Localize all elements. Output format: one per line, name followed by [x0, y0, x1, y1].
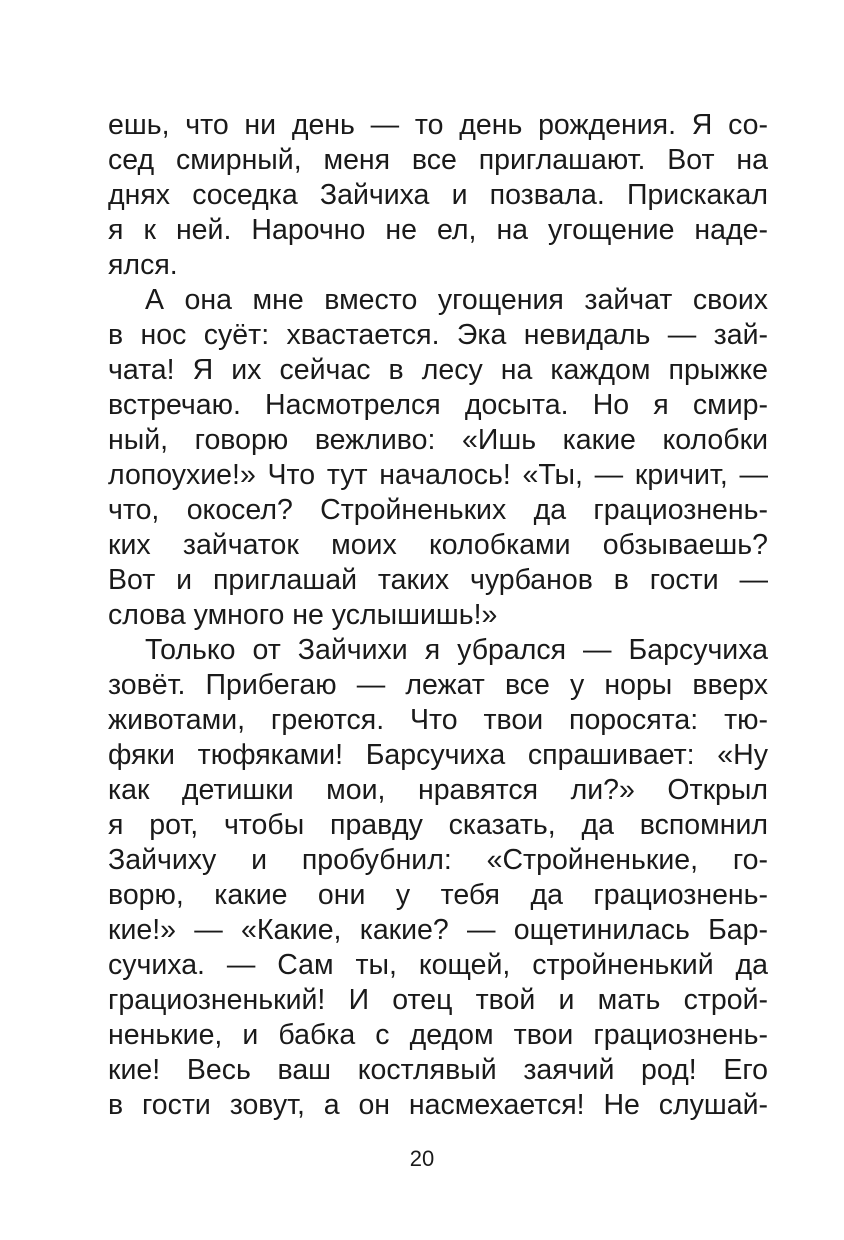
text-line: встречаю. Насмотрелся досыта. Но я смир-	[108, 389, 768, 421]
text-line: в гости зовут, а он насмехается! Не слушай-	[108, 1089, 768, 1121]
text-line: фяки тюфяками! Барсучиха спрашивает: «Ну	[108, 739, 768, 771]
text-line: ворю, какие они у тебя да грациознень-	[108, 879, 768, 911]
text-line: в нос суёт: хвастается. Эка невидаль — зай-	[108, 319, 768, 351]
text-line: ких зайчаток моих колобками обзываешь?	[108, 529, 768, 561]
text-line: сучиха. — Сам ты, кощей, стройненький да	[108, 949, 768, 981]
text-line: я к ней. Нарочно не ел, на угощение наде-	[108, 214, 768, 246]
text-line: днях соседка Зайчиха и позвала. Прискакал	[108, 179, 768, 211]
text-line: ный, говорю вежливо: «Ишь какие колобки	[108, 424, 768, 456]
paragraph-first-line: А она мне вместо угощения зайчат своих	[145, 284, 768, 316]
text-line: как детишки мои, нравятся ли?» Открыл	[108, 774, 768, 806]
paragraph-first-line: Только от Зайчихи я убрался — Барсучиха	[145, 634, 768, 666]
text-line: что, окосел? Стройненьких да грациознень-	[108, 494, 768, 526]
text-line: Зайчиху и пробубнил: «Стройненькие, го-	[108, 844, 768, 876]
text-line: ялся.	[108, 249, 178, 281]
text-line: кие! Весь ваш костлявый заячий род! Его	[108, 1054, 768, 1086]
text-line: Вот и приглашай таких чурбанов в гости —	[108, 564, 768, 596]
text-line: ненькие, и бабка с дедом твои грациознень-	[108, 1019, 768, 1051]
text-line: животами, греются. Что твои поросята: тю-	[108, 704, 768, 736]
text-line: чата! Я их сейчас в лесу на каждом прыжке	[108, 354, 768, 386]
text-line: лопоухие!» Что тут началось! «Ты, — кричит, —	[108, 459, 768, 491]
text-line: грациозненький! И отец твой и мать строй-	[108, 984, 768, 1016]
text-line: я рот, чтобы правду сказать, да вспомнил	[108, 809, 768, 841]
text-line: слова умного не услышишь!»	[108, 599, 498, 631]
text-line: сед смирный, меня все приглашают. Вот на	[108, 144, 768, 176]
page-number: 20	[409, 1146, 435, 1171]
text-line: кие!» — «Какие, какие? — ощетинилась Бар-	[108, 914, 768, 946]
text-line: ешь, что ни день — то день рождения. Я со-	[108, 109, 768, 141]
text-line: зовёт. Прибегаю — лежат все у норы вверх	[108, 669, 768, 701]
